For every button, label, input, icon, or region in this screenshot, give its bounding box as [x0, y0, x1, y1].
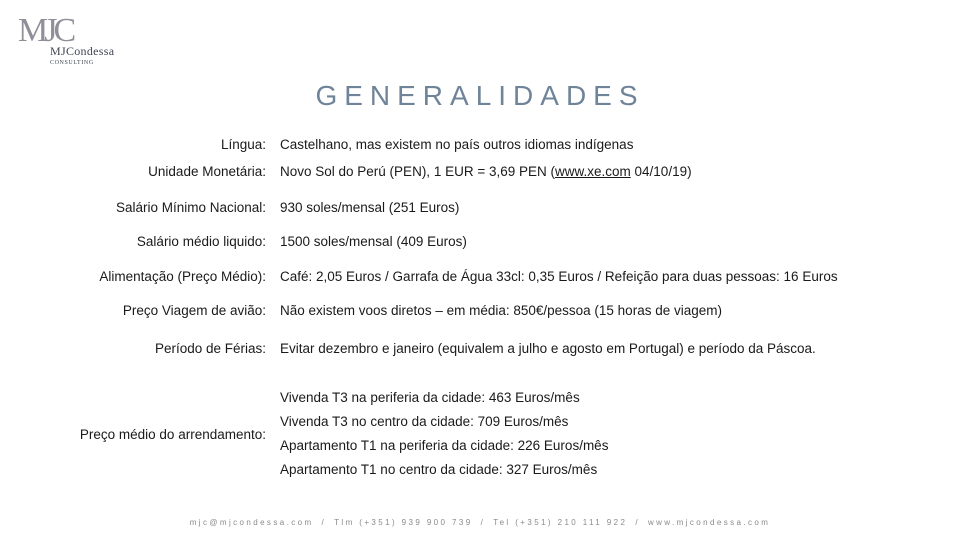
- info-row-currency: [0, 161, 960, 183]
- page-title: GENERALIDADES: [315, 80, 645, 111]
- footer-email[interactable]: mjc@mjcondessa.com: [189, 518, 314, 527]
- row-value: Café: 2,05 Euros / Garrafa de Água 33cl: 0,35 Euros / Refeição para duas pessoas: 16 Euros: [280, 269, 838, 284]
- footer-mobile: Tlm (+351) 939 900 739: [334, 518, 473, 527]
- footer-separator: /: [321, 518, 327, 527]
- xe-link[interactable]: www.xe.com: [555, 164, 631, 179]
- row-label: Salário Mínimo Nacional:: [115, 200, 266, 215]
- row-value: 930 soles/mensal (251 Euros): [280, 200, 460, 215]
- info-row-food: [0, 266, 960, 288]
- currency-date: 04/10/19): [630, 164, 692, 179]
- rent-item: Apartamento T1 na periferia da cidade: 226 Euros/mês: [280, 438, 609, 453]
- logo-mark: MJC: [18, 12, 73, 49]
- info-row-language: [0, 134, 960, 156]
- rent-item: Vivenda T3 na periferia da cidade: 463 Euros/mês: [280, 390, 580, 405]
- row-label: Língua:: [220, 137, 266, 152]
- row-label: Período de Férias:: [154, 341, 266, 356]
- info-row-flight: [0, 300, 960, 322]
- row-value: 1500 soles/mensal (409 Euros): [280, 234, 467, 249]
- row-value: Castelhano, mas existem no país outros idiomas indígenas: [280, 137, 634, 152]
- rent-list: [280, 386, 608, 482]
- footer: [0, 518, 960, 527]
- rent-item: Vivenda T3 no centro da cidade: 709 Euros/mês: [280, 414, 569, 429]
- row-label: Unidade Monetária:: [148, 164, 266, 179]
- footer-phone: Tel (+351) 210 111 922: [493, 518, 628, 527]
- info-row-holidays: [0, 338, 960, 360]
- currency-text: Novo Sol do Perú (PEN), 1 EUR = 3,69 PEN (: [280, 164, 555, 179]
- info-row-minimum-wage: [0, 197, 960, 219]
- rent-item: Apartamento T1 no centro da cidade: 327 Euros/mês: [280, 462, 598, 477]
- row-value: Evitar dezembro e janeiro (equivalem a julho e agosto em Portugal) e período da Páscoa.: [280, 341, 816, 356]
- row-label: Preço Viagem de avião:: [122, 303, 266, 318]
- row-label: Alimentação (Preço Médio):: [99, 269, 266, 284]
- footer-separator: /: [480, 518, 486, 527]
- row-value: [280, 161, 692, 183]
- logo-brand: MJCondessa: [50, 44, 115, 58]
- row-label: Salário médio liquido:: [136, 234, 266, 249]
- footer-website[interactable]: www.mjcondessa.com: [647, 518, 771, 527]
- footer-separator: /: [635, 518, 640, 527]
- rent-label: Preço médio do arrendamento:: [79, 427, 266, 442]
- company-logo: [18, 14, 128, 70]
- row-value: Não existem voos diretos – em média: 850€/pessoa (15 horas de viagem): [280, 303, 722, 318]
- info-row-average-wage: [0, 231, 960, 253]
- logo-subtitle: CONSULTING: [50, 60, 94, 66]
